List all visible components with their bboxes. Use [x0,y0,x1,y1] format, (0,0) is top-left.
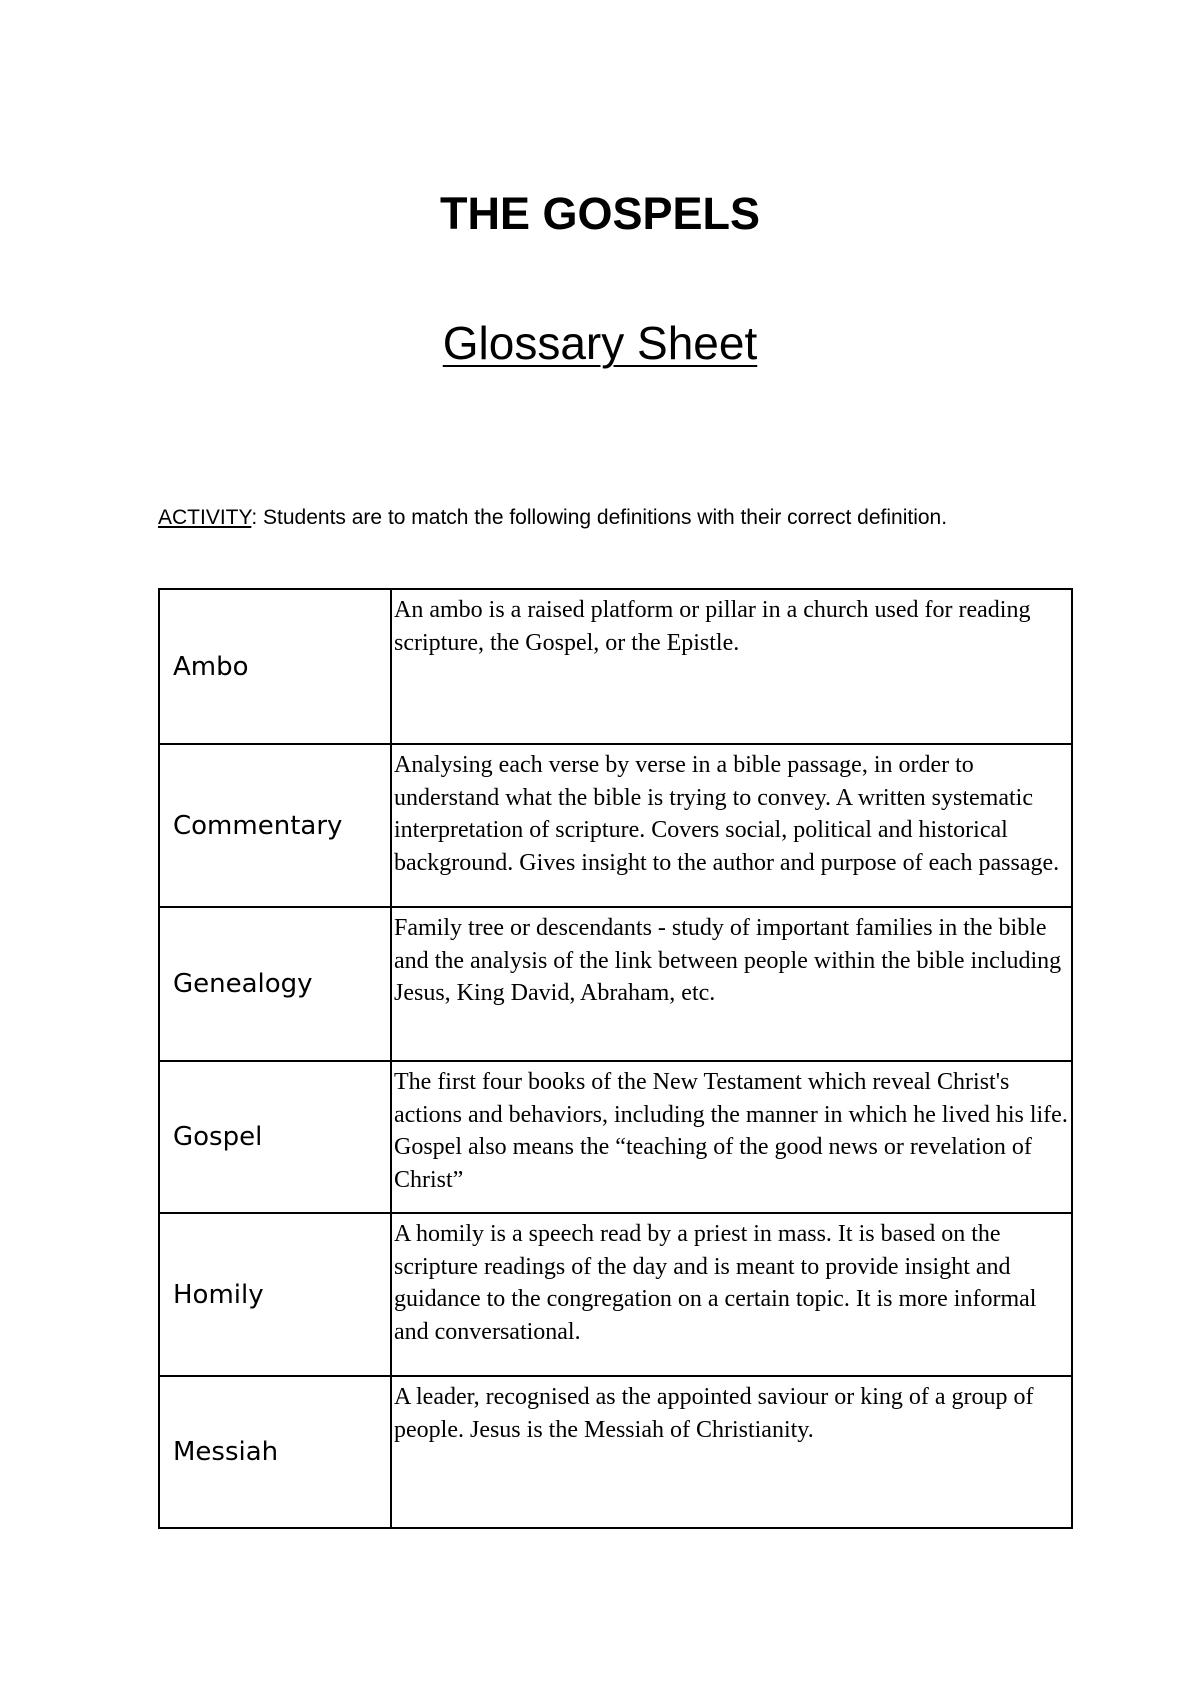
subtitle-text: Glossary Sheet [442,317,758,369]
term-cell: Commentary [159,744,391,907]
term-cell: Homily [159,1213,391,1376]
term-cell: Ambo [159,589,391,744]
definition-cell: Family tree or descendants - study of important families in the bible and the analysis of the link between people within the bible including Jesus, King David, Abraham, etc. [391,907,1072,1061]
glossary-row-genealogy [159,907,1072,1061]
activity-text: : Students are to match the following definitions with their correct definition. [251,506,948,529]
definition-cell: A homily is a speech read by a priest in mass. It is based on the scripture readings of the day and is meant to provide insight and guidance to the congregation on a certain topic. It is more informal and conversational. [391,1213,1072,1376]
term-cell: Messiah [159,1376,391,1528]
glossary-row-messiah [159,1376,1072,1528]
term-cell: Gospel [159,1061,391,1213]
definition-cell: The first four books of the New Testament which reveal Christ's actions and behaviors, including the manner in which he lived his life. Gospel also means the “teaching of the good news or revelation of Christ” [391,1061,1072,1213]
definition-cell: Analysing each verse by verse in a bible passage, in order to understand what the bible is trying to convey. A written systematic interpretation of scripture. Covers social, political and historical background. Gives insight to the author and purpose of each passage. [391,744,1072,907]
glossary-row-homily [159,1213,1072,1376]
page-title: THE GOSPELS [439,188,761,239]
page-subtitle [0,316,1200,370]
glossary-row-commentary [159,744,1072,907]
definition-cell: A leader, recognised as the appointed saviour or king of a group of people. Jesus is the Messiah of Christianity. [391,1376,1072,1528]
glossary-row-gospel [159,1061,1072,1213]
glossary-row-ambo [159,589,1072,744]
activity-instructions [158,504,1018,532]
activity-label: ACTIVITY [158,506,252,529]
term-cell: Genealogy [159,907,391,1061]
glossary-table [158,588,1073,1529]
definition-cell: An ambo is a raised platform or pillar in a church used for reading scripture, the Gospel, or the Epistle. [391,589,1072,744]
